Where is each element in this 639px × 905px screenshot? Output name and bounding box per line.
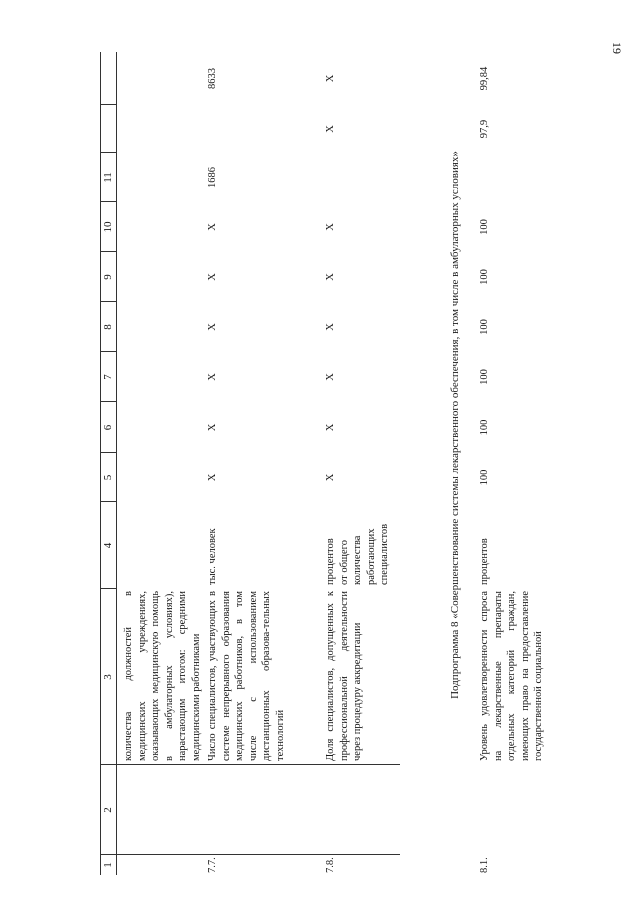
row-value: X [207, 473, 218, 482]
row-value: X [207, 423, 218, 432]
column-header: 7 [102, 374, 114, 380]
row-value: X [325, 74, 336, 83]
row-value: X [325, 323, 336, 331]
column-header [101, 105, 115, 153]
column-header: 2 [102, 807, 114, 813]
row-name: Число специалистов, участвующих в системе непрерывного образования медицинских работников, в том числе с использованием дистанционных образова-тельных технологий [207, 591, 286, 761]
indicator-table [100, 32, 545, 875]
row-value: 97,9 [479, 119, 490, 139]
row-unit: тыс. человек [207, 528, 218, 585]
grid-line [116, 52, 117, 875]
row-unit: процентов [479, 538, 490, 585]
row-value: X [325, 273, 336, 281]
column-header: 8 [102, 324, 114, 330]
row-number: 7.8. [325, 857, 336, 873]
row-value: X [207, 323, 218, 331]
row-value: 100 [479, 319, 490, 335]
row-unit: процентов от общего количества работающих специалистов [325, 523, 391, 585]
row-value: 99,84 [479, 66, 490, 91]
grid-line [100, 764, 400, 765]
row-value: 100 [479, 469, 490, 486]
subprogram-heading: Подпрограмма 8 «Совершенствование системы лекарственного обеспечения, в том числе в амбулаторных условиях» [449, 151, 461, 699]
row-value: 100 [479, 419, 490, 436]
grid-line [100, 854, 400, 855]
row-value: X [207, 223, 218, 231]
row-value: X [325, 373, 336, 381]
row-value: X [325, 223, 336, 231]
row-value: 100 [479, 269, 490, 285]
row-value: X [325, 423, 336, 432]
column-header: 4 [102, 542, 114, 549]
row-value: X [207, 373, 218, 381]
row-number: 8.1. [479, 857, 490, 873]
column-header: 11 [102, 172, 114, 183]
row-value: 1686 [207, 167, 218, 188]
column-header: 10 [102, 221, 114, 233]
row-value: 100 [479, 369, 490, 385]
column-header [101, 52, 115, 105]
row-value: X [325, 473, 336, 482]
column-header: 5 [102, 474, 114, 481]
column-header: 3 [102, 674, 114, 680]
row-value: 100 [479, 219, 490, 235]
page-number: 19 [610, 42, 624, 54]
row-value: 8633 [207, 68, 218, 89]
column-header: 6 [102, 424, 114, 431]
row-name-continuation: количества должностей в медицинских учреждениях, оказывающих медицинскую помощь в амбулаторных условиях), нарастающим итогом: средними медицинскими работниками [123, 591, 202, 761]
row-value: X [207, 273, 218, 281]
row-name: Уровень удовлетворенности спроса на лекарственные препараты отдельных категорий граждан, имеющих право на предоставление государственной социальной [479, 591, 545, 761]
row-name: Доля специалистов, допущенных к профессиональной деятельности через процедуру аккредитации [325, 591, 364, 761]
rotated-table-page [100, 32, 545, 875]
column-header: 1 [102, 862, 114, 868]
row-value: X [325, 125, 336, 133]
row-number: 7.7. [207, 857, 218, 873]
column-header: 9 [102, 274, 114, 280]
